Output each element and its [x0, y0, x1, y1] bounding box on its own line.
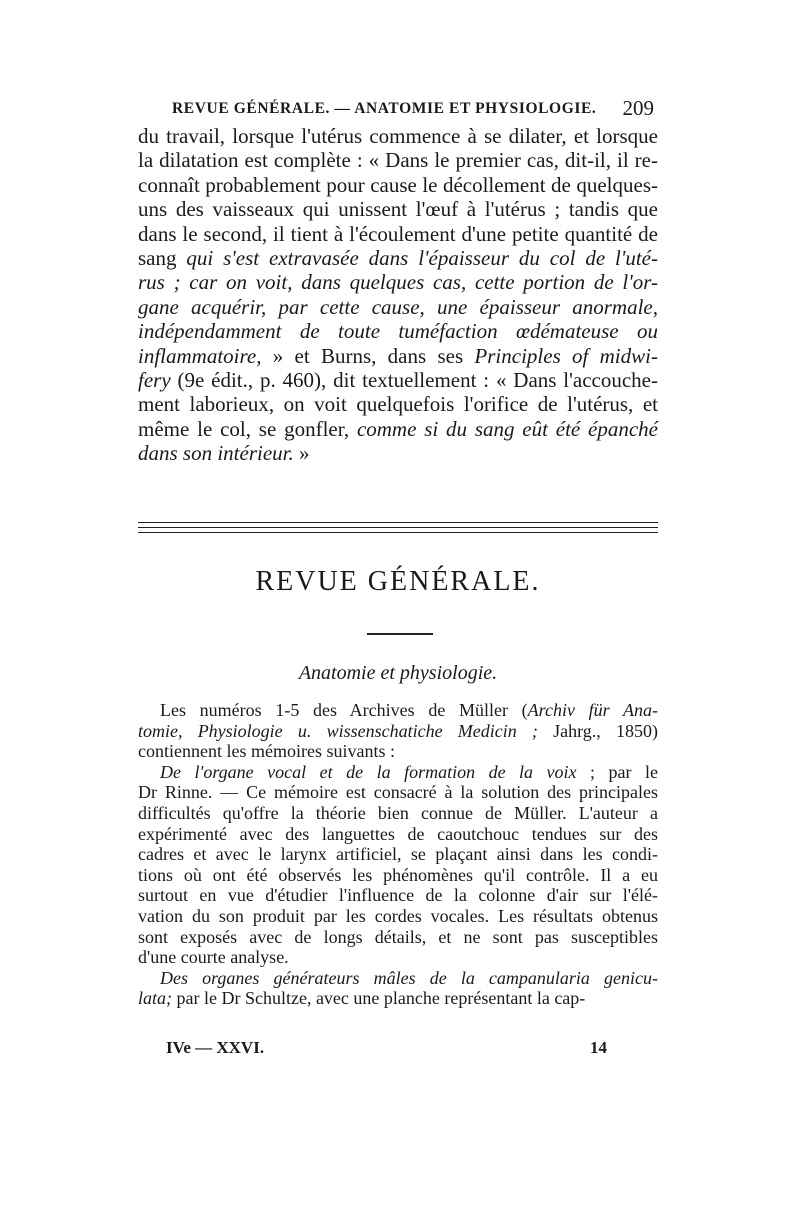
text-line [138, 295, 658, 319]
text-line [138, 906, 658, 927]
text-run: dans le second, il tient à l'écoulement d'une petite quantité de [138, 221, 658, 246]
text-run: vation du son produit par les cordes vocales. Les résultats obtenus [138, 905, 658, 926]
sheet-number: 14 [590, 1038, 607, 1057]
text-line [138, 148, 658, 172]
text-line [138, 824, 658, 845]
text-run: (9e édit., p. 460), dit textuellement : « Dans l'accouche- [170, 367, 658, 392]
text-run: uns des vaisseaux qui unissent l'œuf à l'utérus ; tandis que [138, 197, 658, 222]
text-run: Dr Rinne. — Ce mémoire est consacré à la solution des principales [138, 782, 658, 803]
continuation-paragraph [138, 124, 658, 465]
text-run: contiennent les mémoires suivants : [138, 741, 395, 762]
text-line [138, 417, 658, 441]
text-line [138, 885, 658, 906]
text-line [138, 762, 658, 783]
text-run: même le col, se gonfler, [138, 416, 357, 441]
text-line [138, 392, 658, 416]
text-run: d'une courte analyse. [138, 947, 289, 968]
text-run: cadres et avec le larynx artificiel, se plaçant ainsi dans les condi- [138, 844, 658, 865]
text-line [138, 844, 658, 865]
text-run: la dilatation est complète : « Dans le premier cas, dit-il, il re- [138, 148, 658, 173]
text-run: connaît probablement pour cause le décollement de quelques- [138, 172, 658, 197]
text-line [138, 721, 658, 742]
title-underline [367, 633, 433, 635]
text-line [138, 246, 658, 270]
divider-line-thin [138, 532, 658, 533]
italic-run: lata; [138, 988, 172, 1009]
text-run: Jahrg., 1850) [537, 720, 658, 741]
text-run: sang [138, 245, 187, 270]
italic-run: qui s'est extravasée dans l'épaisseur du col de l'uté- [186, 245, 658, 270]
italic-run: rus ; car on voit, dans quelques cas, cette portion de l'or- [138, 270, 658, 295]
text-line [138, 741, 658, 762]
text-line [138, 124, 658, 148]
text-line [138, 700, 658, 721]
section-title: REVUE GÉNÉRALE. [255, 566, 541, 597]
review-paragraph [138, 700, 658, 1009]
text-line [138, 441, 658, 465]
sheet-signature: IVe — XXVI. [166, 1038, 265, 1057]
italic-run: tomie, Physiologie u. wissenschatiche Medicin ; [138, 720, 538, 741]
text-run: par le Dr Schultze, avec une planche représentant la cap- [172, 988, 586, 1009]
divider-line-thick [138, 522, 658, 523]
italic-run: Archiv für Ana- [527, 700, 658, 720]
text-run: » et Burns, dans ses [261, 343, 475, 368]
text-line [138, 968, 658, 989]
divider-line-middle [138, 527, 658, 528]
text-run: ; par le [576, 761, 658, 782]
text-line [138, 197, 658, 221]
text-line [138, 344, 658, 368]
text-line [138, 947, 658, 968]
text-line [138, 988, 658, 1009]
text-run: expérimenté avec des languettes de caoutchouc tendues sur des [138, 823, 658, 844]
page-number: 209 [622, 96, 654, 120]
italic-run: comme si du sang eût été épanché [356, 416, 658, 441]
running-head [138, 96, 658, 122]
text-line [138, 173, 658, 197]
subsection-title: Anatomie et physiologie. [298, 662, 498, 684]
text-line [138, 927, 658, 948]
text-run: ment laborieux, on voit quelquefois l'orifice de l'utérus, et [138, 392, 658, 417]
text-line [138, 319, 658, 343]
italic-run: fery [138, 367, 171, 392]
italic-run: De l'organe vocal et de la formation de la voix [160, 761, 577, 782]
text-line [138, 270, 658, 294]
text-line [138, 865, 658, 886]
text-run: » [293, 441, 310, 466]
text-line [138, 782, 658, 803]
text-line [138, 222, 658, 246]
page-footer [138, 1038, 658, 1062]
text-run: tions où ont été observés les phénomènes qu'il contrôle. Il a eu [138, 864, 658, 885]
italic-run: Principles of midwi- [474, 343, 658, 368]
italic-run: indépendamment de toute tuméfaction œdémateuse ou [138, 319, 658, 344]
italic-run: dans son intérieur. [138, 441, 294, 466]
text-run: du travail, lorsque l'utérus commence à se dilater, et lorsque [138, 124, 658, 148]
text-run: Les numéros 1-5 des Archives de Müller ( [160, 700, 528, 720]
italic-run: inflammatoire, [138, 343, 262, 368]
italic-run: Des organes générateurs mâles de la campanularia genicu- [160, 967, 658, 988]
text-run: difficultés qu'offre la théorie bien connue de Müller. L'auteur a [138, 802, 658, 823]
text-run: sont exposés avec de longs détails, et ne sont pas susceptibles [138, 926, 658, 947]
text-line [138, 368, 658, 392]
running-head-title: REVUE GÉNÉRALE. — ANATOMIE ET PHYSIOLOGIE. [172, 100, 597, 117]
text-line [138, 803, 658, 824]
italic-run: gane acquérir, par cette cause, une épaisseur anormale, [138, 294, 658, 319]
text-run: surtout en vue d'étudier l'influence de la colonne d'air sur l'élé- [138, 885, 658, 906]
